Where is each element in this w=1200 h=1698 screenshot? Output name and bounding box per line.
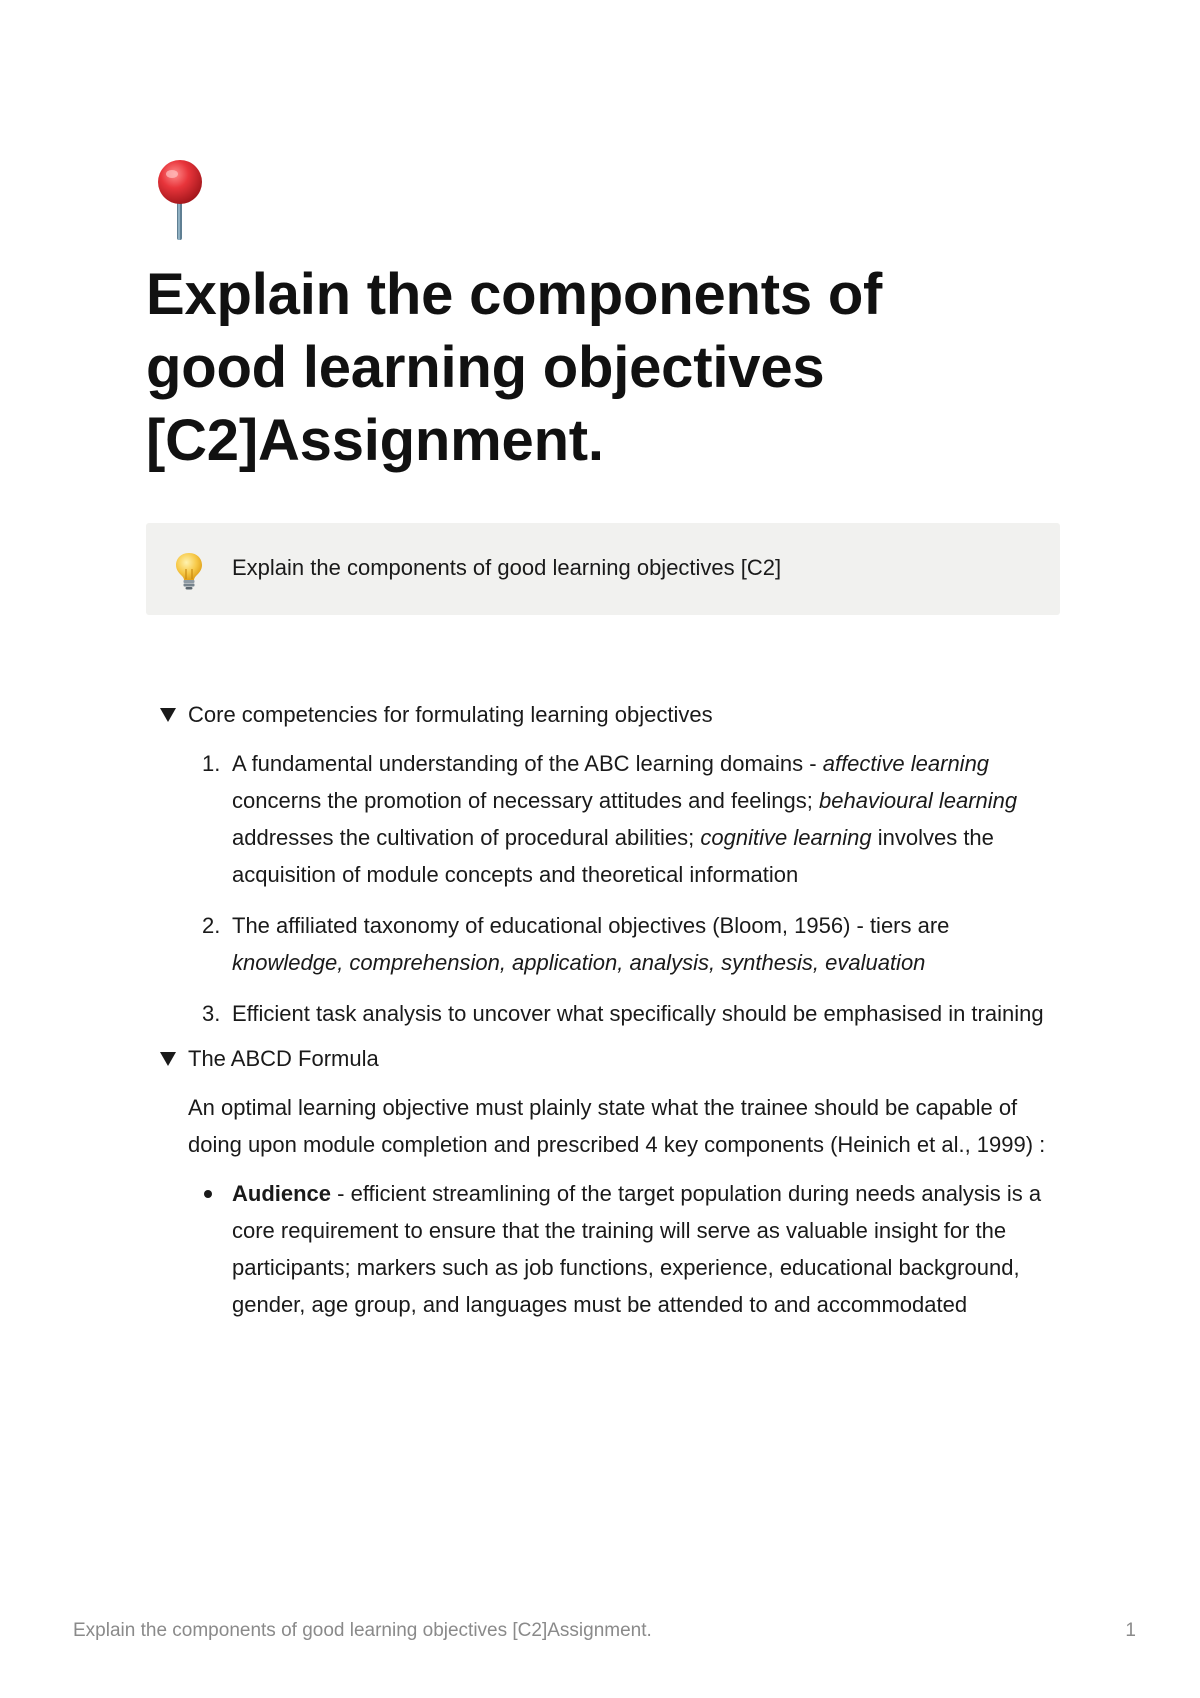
list-item [188,745,1060,893]
page-title-line: Explain the components of [146,262,883,327]
page-title-line: [C2]Assignment. [146,408,604,473]
toggle-core-competencies [160,696,1060,1032]
callout-block [146,523,1060,615]
list-item [188,1175,1060,1323]
text-segment: The affiliated taxonomy of educational objectives (Bloom, 1956) - tiers are [232,913,950,938]
triangle-down-icon[interactable] [160,708,176,722]
footer-page-number: 1 [1125,1620,1136,1641]
text-segment: Efficient task analysis to uncover what specifically should be emphasised in training [232,1001,1044,1026]
list-text [232,1001,1044,1026]
text-segment: concerns the promotion of necessary attitudes and feelings; [232,788,820,813]
text-segment: addresses the cultivation of procedural abilities; [232,825,701,850]
toggle-body [160,1089,1060,1323]
toggle-header[interactable] [160,696,1060,733]
toggle-header[interactable] [160,1040,1060,1077]
list-item [188,907,1060,981]
text-segment-italic: cognitive learning [700,825,872,850]
footer-title: Explain the components of good learning objectives [C2]Assignment. [73,1620,652,1641]
list-number: 2. [202,913,221,938]
text-segment-italic: knowledge, comprehension, application, analysis, synthesis, evaluation [232,950,926,975]
lightbulb-icon [174,551,204,591]
bullet-dot-icon [204,1190,212,1198]
paragraph: An optimal learning objective must plainly state what the trainee should be capable of doing upon module completion and prescribed 4 key components (Heinich et al., 1999) : [188,1095,1046,1157]
toggle-heading: The ABCD Formula [188,1046,379,1071]
page-title [146,258,1066,477]
text-segment-bold: Audience [232,1181,332,1206]
text-segment: - efficient streamlining of the target population during needs analysis is a core requirement to ensure that the training will serve as valuable insight for the participants; markers such as job functions, experience, educational background, gender, age group, and languages must be attended to and accommodated [232,1181,1042,1317]
list-number: 3. [202,1001,221,1026]
toggle-abcd-formula [160,1040,1060,1323]
triangle-down-icon[interactable] [160,1052,176,1066]
text-segment-italic: affective learning [822,751,990,776]
toggle-body [160,745,1060,1032]
list-text [232,913,949,975]
list-number: 1. [202,751,221,776]
list-text [232,1181,1041,1317]
numbered-list [188,745,1060,1032]
text-segment: A fundamental understanding of the ABC learning domains - [232,751,823,776]
callout-text: Explain the components of good learning objectives [C2] [232,555,782,580]
list-text [232,751,1017,887]
pushpin-icon [150,158,210,242]
page-content [160,696,1060,1323]
page-title-line: good learning objectives [146,335,825,400]
list-item [188,995,1060,1032]
bulleted-list [188,1175,1060,1323]
text-segment-italic: behavioural learning [819,788,1018,813]
text-segment: involves the acquisition of module concepts and theoretical information [232,825,994,887]
toggle-heading: Core competencies for formulating learning objectives [188,702,713,727]
